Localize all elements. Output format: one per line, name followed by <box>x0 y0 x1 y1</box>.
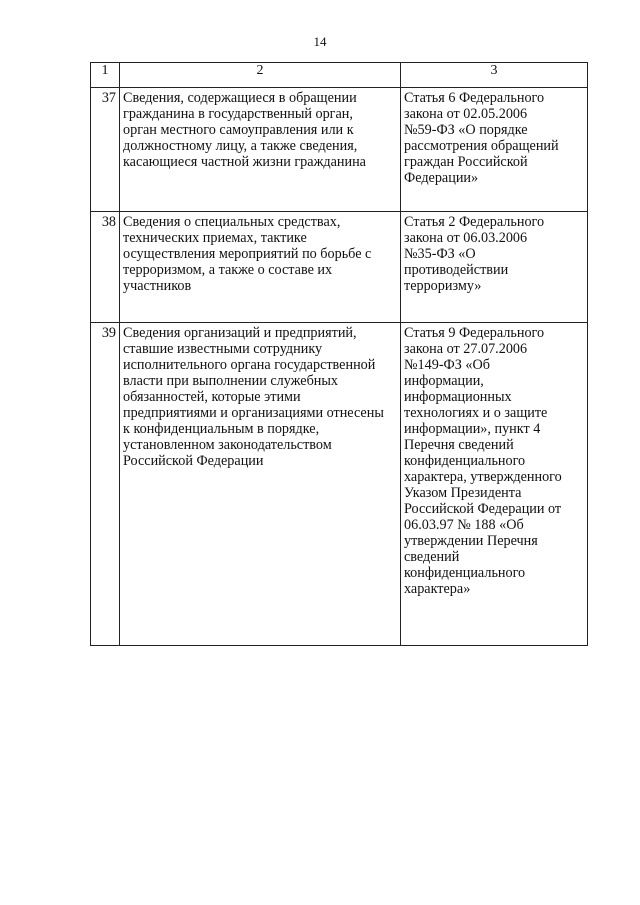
column-header-number: 1 <box>91 63 120 88</box>
table-row <box>91 323 588 646</box>
row-description: Сведения, содержащиеся в обращении гражданина в государственный орган, орган местного самоуправления или к должностному лицу, а также сведения, касающиеся частной жизни гражданина <box>120 88 401 212</box>
row-description: Сведения о специальных средствах, технических приемах, тактике осуществления мероприятий по борьбе с терроризмом, а также о составе их участников <box>120 212 401 323</box>
row-number: 39 <box>91 323 120 646</box>
confidential-info-table <box>90 62 588 646</box>
page-number: 14 <box>313 34 327 49</box>
row-number: 38 <box>91 212 120 323</box>
row-description: Сведения организаций и предприятий, ставшие известными сотруднику исполнительного органа государственной власти при выполнении служебных обязанностей, которые этими предприятиями и организациями отнесены к конфиденциальным в порядке, установленном законодательством Российской Федерации <box>120 323 401 646</box>
row-legal-basis: Статья 6 Федерального закона от 02.05.2006 №59-ФЗ «О порядке рассмотрения обращений граждан Российской Федерации» <box>401 88 588 212</box>
table-row <box>91 212 588 323</box>
table-header-row <box>91 63 588 88</box>
row-number: 37 <box>91 88 120 212</box>
row-legal-basis: Статья 9 Федерального закона от 27.07.2006 №149-ФЗ «Об информации, информационных технологиях и о защите информации», пункт 4 Перечня сведений конфиденциального характера, утвержденного Указом Президента Российской Федерации от 06.03.97 № 188 «Об утверждении Перечня сведений конфиденциального характера» <box>401 323 588 646</box>
column-header-legal-basis: 3 <box>401 63 588 88</box>
row-legal-basis: Статья 2 Федерального закона от 06.03.2006 №35-ФЗ «О противодействии терроризму» <box>401 212 588 323</box>
column-header-description: 2 <box>120 63 401 88</box>
table-row <box>91 88 588 212</box>
